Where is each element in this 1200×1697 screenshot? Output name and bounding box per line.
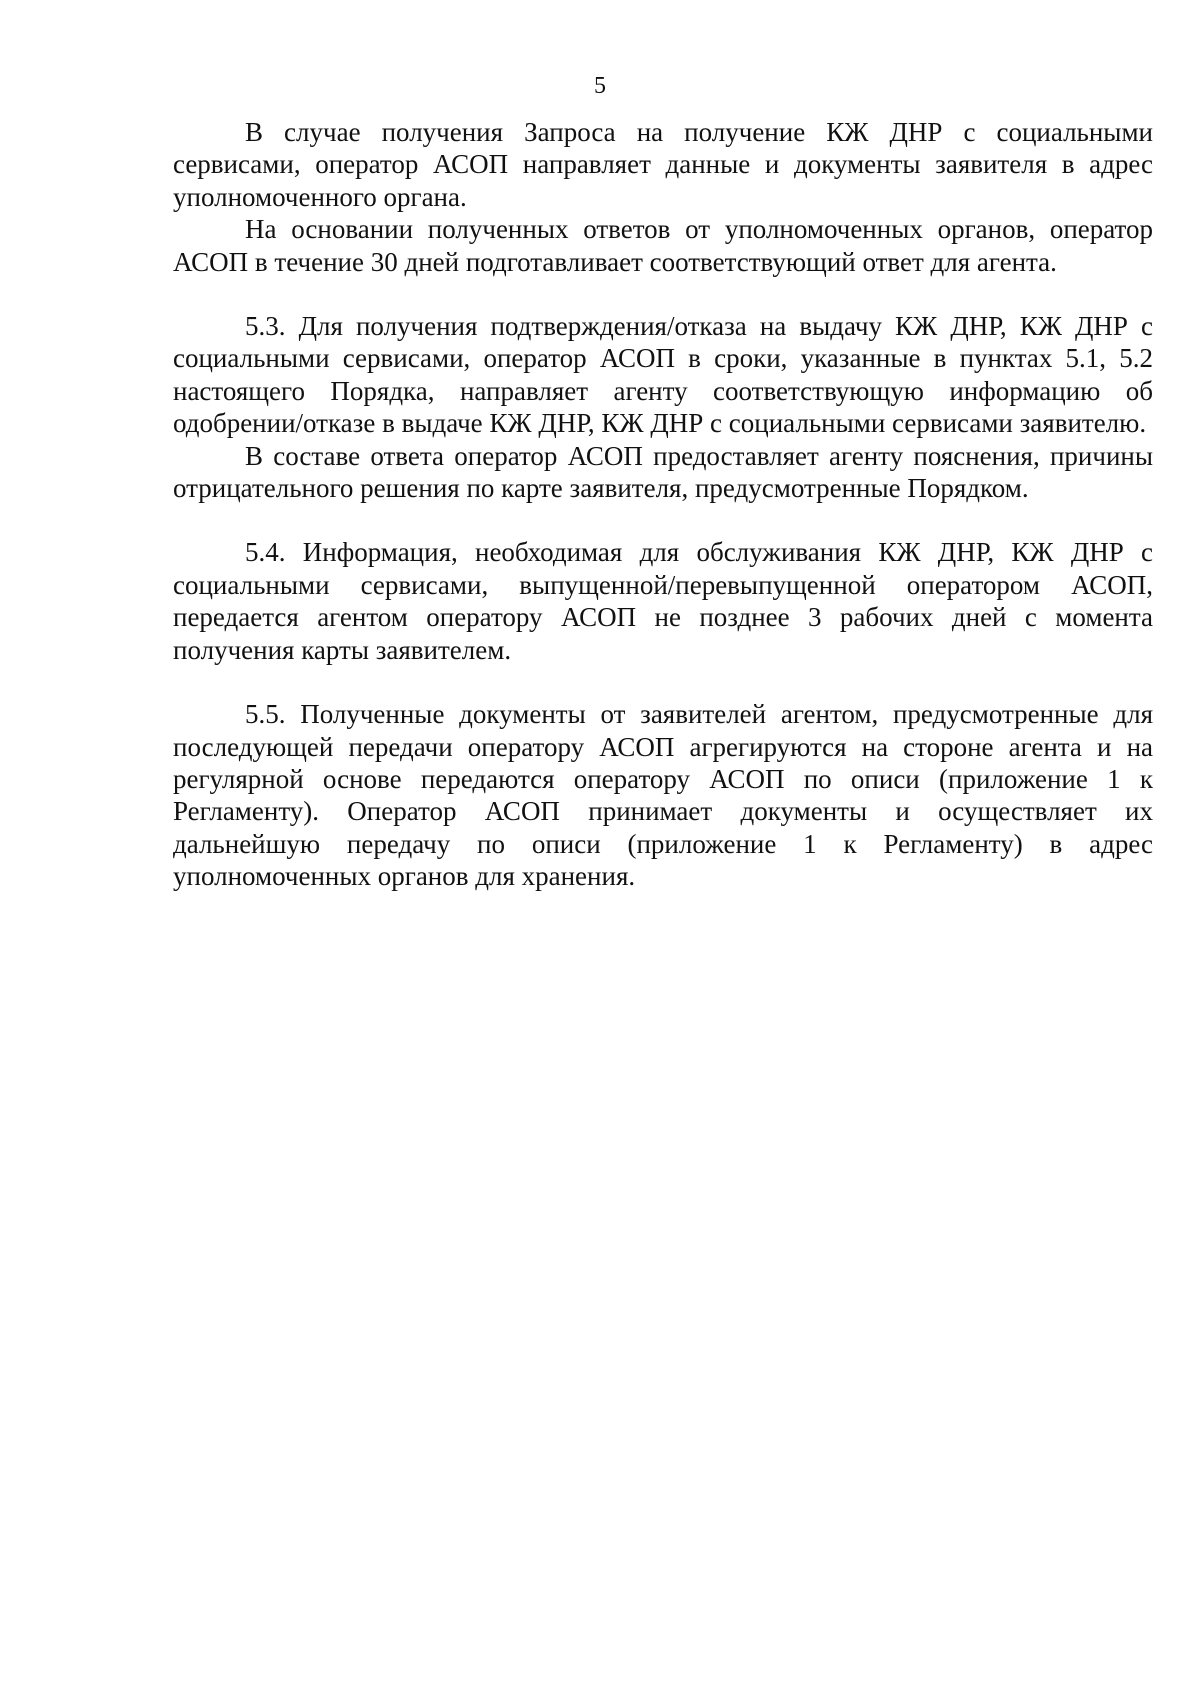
paragraph-clause-5-3: 5.3. Для получения подтверждения/отказа на выдачу КЖ ДНР, КЖ ДНР с социальными сервисами, оператор АСОП в сроки, указанные в пунктах 5.1, 5.2 настоящего Порядка, направляет агенту соответствующую информацию об одобрении/отказе в выдаче КЖ ДНР, КЖ ДНР с социальными сервисами заявителю. [173, 311, 1153, 439]
paragraph-response-explanations: В составе ответа оператор АСОП предоставляет агенту пояснения, причины отрицательного решения по карте заявителя, предусмотренные Порядком. [173, 440, 1153, 504]
paragraph-request-social-services: В случае получения Запроса на получение КЖ ДНР с социальными сервисами, оператор АСОП направляет данные и документы заявителя в адрес уполномоченного органа. [173, 117, 1153, 212]
paragraph-clause-5-5: 5.5. Полученные документы от заявителей агентом, предусмотренные для последующей передачи оператору АСОП агрегируются на стороне агента и на регулярной основе передаются оператору АСОП по описи (приложение 1 к Регламенту). Оператор АСОП принимает документы и осуществляет их дальнейшую передачу по описи (приложение 1 к Регламенту) в адрес уполномоченных органов для хранения. [173, 699, 1153, 892]
document-body [173, 116, 1153, 893]
paragraph-response-30-days: На основании полученных ответов от уполномоченных органов, оператор АСОП в течение 30 дней подготавливает соответствующий ответ для агента. [173, 214, 1153, 277]
page-number: 5 [594, 73, 606, 99]
paragraph-clause-5-4: 5.4. Информация, необходимая для обслуживания КЖ ДНР, КЖ ДНР с социальными сервисами, выпущенной/перевыпущенной оператором АСОП, передается агентом оператору АСОП не позднее 3 рабочих дней с момента получения карты заявителем. [173, 537, 1153, 665]
